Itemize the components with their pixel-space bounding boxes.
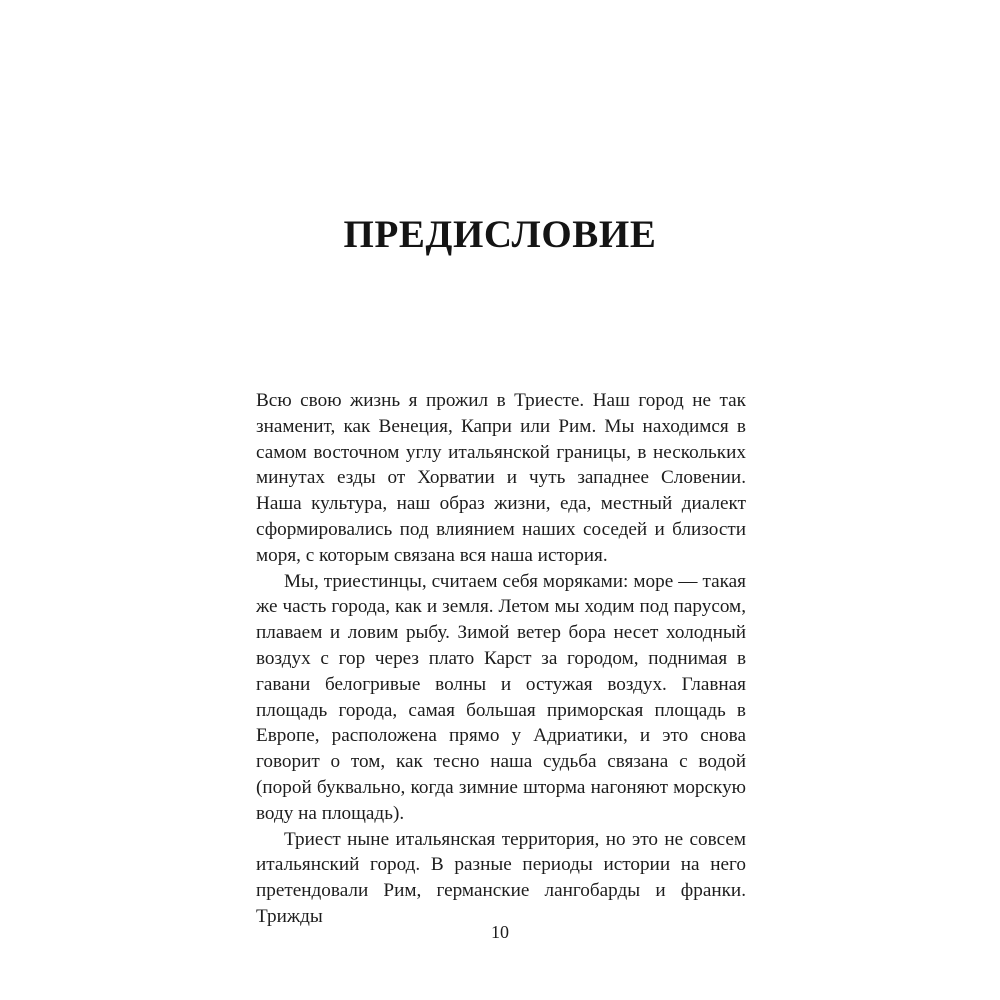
body-paragraph: Мы, триестинцы, считаем себя моряками: море — такая же часть города, как и земля. Летом мы ходим под парусом, плаваем и ловим рыбу. Зимой ветер бора несет холодный воздух с гор через плато Карст за городом, поднимая в гавани белогривые волны и остужая воздух. Главная площадь города, самая большая приморская площадь в Европе, расположена прямо у Адриатики, и это снова говорит о том, как тесно наша судьба связана с водой (порой буквально, когда зимние шторма нагоняют морскую воду на площадь). — [256, 570, 746, 824]
body-paragraph: Всю свою жизнь я прожил в Триесте. Наш город не так знаменит, как Венеция, Капри или Рим. Мы находимся в самом восточном углу итальянской границы, в нескольких минутах езды от Хорватии и чуть западнее Словении. Наша культура, наш образ жизни, еда, местный диалект сформировались под влиянием наших соседей и близости моря, с которым связана вся наша история. — [256, 390, 746, 566]
body-text-block — [256, 388, 746, 930]
body-paragraph: Триест ныне итальянская территория, но это не совсем итальянский город. В разные периоды истории на него претендовали Рим, германские лангобарды и франки. Трижды — [256, 828, 746, 927]
page-title: ПРЕДИСЛОВИЕ — [343, 213, 657, 256]
page-number: 10 — [491, 922, 509, 942]
